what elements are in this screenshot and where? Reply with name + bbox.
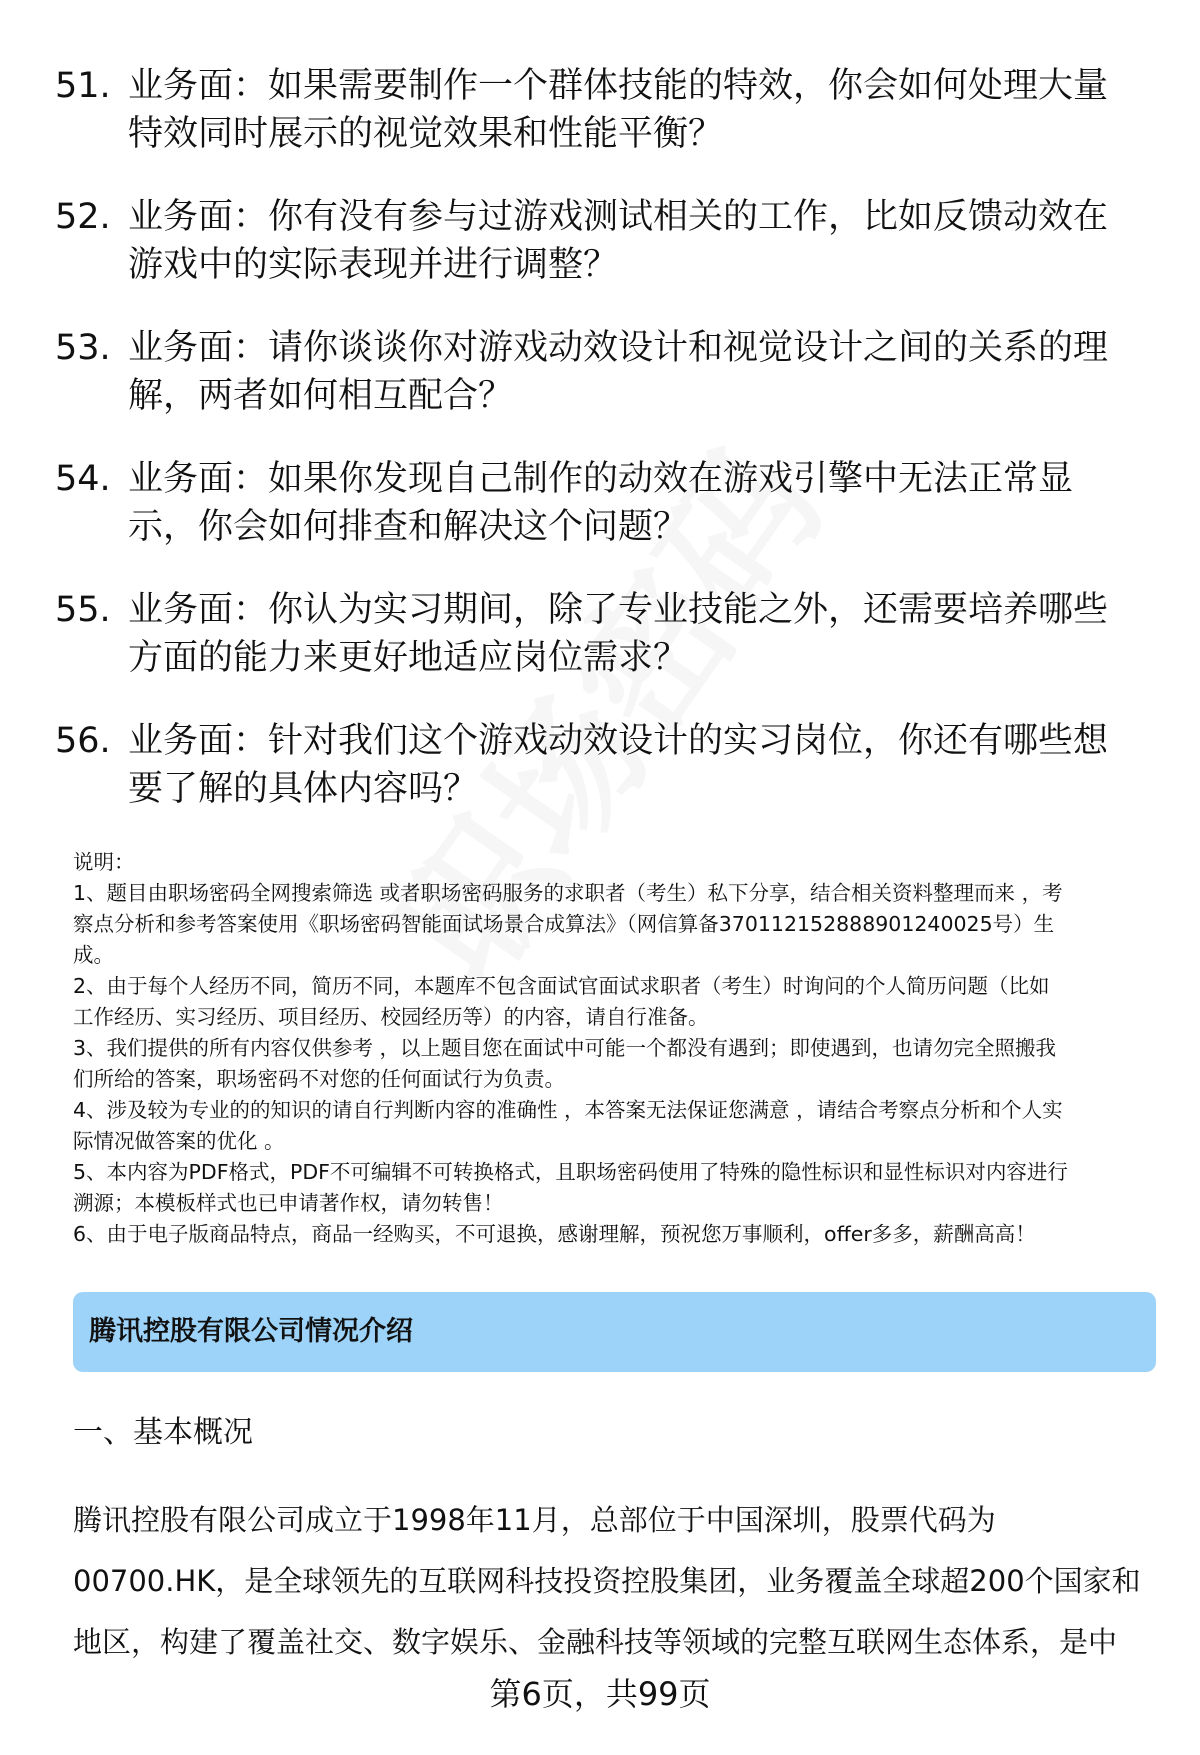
question-text-line: 业务面：你认为实习期间，除了专业技能之外，还需要培养哪些 (128, 590, 1109, 630)
note-line: 3、我们提供的所有内容仅供参考 ，以上题目您在面试中可能一个都没有遇到；即使遇到，也请勿完全照搬我 (73, 1036, 1057, 1060)
paragraph-line: 地区，构建了覆盖社交、数字娱乐、金融科技等领域的完整互联网生态体系，是中 (73, 1625, 1118, 1659)
notes-heading: 说明： (73, 850, 135, 874)
question-text-line: 要了解的具体内容吗？ (128, 769, 479, 809)
question-text-line: 业务面：如果需要制作一个群体技能的特效，你会如何处理大量 (128, 66, 1109, 106)
note-line: 6、由于电子版商品特点，商品一经购买，不可退换，感谢理解，预祝您万事顺利，offer多多，薪酬高高！ (73, 1222, 1036, 1246)
question-number: 51. (55, 66, 111, 106)
section-title: 一、基本概况 (73, 1415, 253, 1450)
question-text-line: 业务面：你有没有参与过游戏测试相关的工作，比如反馈动效在 (128, 197, 1109, 237)
question-number: 53. (55, 328, 111, 368)
question-text-line: 示，你会如何排查和解决这个问题？ (128, 507, 689, 547)
note-line: 2、由于每个人经历不同，简历不同，本题库不包含面试官面试求职者（考生）时询问的个人简历问题（比如 (73, 974, 1050, 998)
question-text-line: 业务面：如果你发现自己制作的动效在游戏引擎中无法正常显 (128, 459, 1074, 499)
note-line: 1、题目由职场密码全网搜索筛选 或者职场密码服务的求职者（考生）私下分享，结合相关资料整理而来 ，考 (73, 881, 1063, 905)
question-number: 52. (55, 197, 111, 237)
question-text-line: 游戏中的实际表现并进行调整？ (128, 245, 619, 285)
note-line: 工作经历、实习经历、项目经历、校园经历等）的内容，请自行准备。 (73, 1005, 709, 1029)
paragraph-line: 00700.HK，是全球领先的互联网科技投资控股集团，业务覆盖全球超200个国家和 (73, 1564, 1141, 1598)
note-line: 溯源；本模板样式也已申请著作权，请勿转售！ (73, 1191, 504, 1215)
note-line: 们所给的答案，职场密码不对您的任何面试行为负责。 (73, 1067, 565, 1091)
note-line: 成。 (73, 943, 114, 967)
company-banner (73, 1292, 1156, 1372)
question-text-line: 解，两者如何相互配合？ (128, 376, 514, 416)
page-footer: 第6页，共99页 (489, 1675, 711, 1713)
paragraph-line: 腾讯控股有限公司成立于1998年11月，总部位于中国深圳，股票代码为 (73, 1503, 996, 1537)
question-text-line: 特效同时展示的视觉效果和性能平衡？ (128, 114, 724, 154)
note-line: 察点分析和参考答案使用《职场密码智能面试场景合成算法》（网信算备370112152888901240025号）生 (73, 912, 1055, 936)
question-text-line: 方面的能力来更好地适应岗位需求？ (128, 638, 689, 678)
note-line: 5、本内容为PDF格式，PDF不可编辑不可转换格式，且职场密码使用了特殊的隐性标识和显性标识对内容进行 (73, 1160, 1068, 1184)
note-line: 4、涉及较为专业的的知识的请自行判断内容的准确性 ，本答案无法保证您满意 ，请结合考察点分析和个人实 (73, 1098, 1063, 1122)
question-number: 54. (55, 459, 111, 499)
banner-title: 腾讯控股有限公司情况介绍 (89, 1316, 413, 1347)
question-text-line: 业务面：请你谈谈你对游戏动效设计和视觉设计之间的关系的理 (128, 328, 1109, 368)
question-number: 56. (55, 721, 111, 761)
question-number: 55. (55, 590, 111, 630)
notes-section (73, 847, 1068, 1250)
question-text-line: 业务面：针对我们这个游戏动效设计的实习岗位，你还有哪些想 (128, 721, 1109, 761)
note-line: 际情况做答案的优化 。 (73, 1129, 285, 1153)
